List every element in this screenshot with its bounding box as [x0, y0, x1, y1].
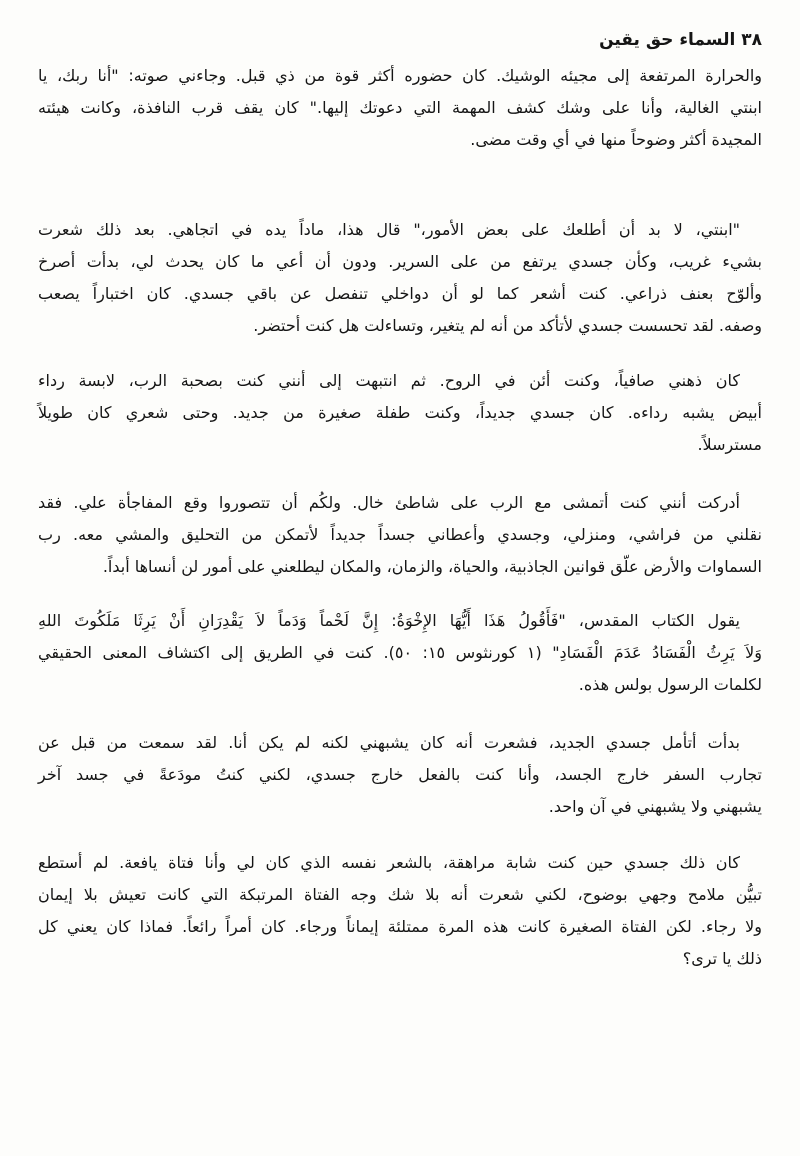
text-line: تبيُّن ملامح وجهي بوضوح، لكني شعرت أنه بلا شك وجه الفتاة المرتبكة التي كانت تعيش بلا إيمان [38, 885, 762, 904]
text-line: المجيدة أكثر وضوحاً منها في أي وقت مضى. [470, 130, 762, 149]
text-line: وألوّح بعنف ذراعي. كنت أشعر كما لو أن دواخلي تنفصل عن باقي جسدي. كان اختباراً يصعب [38, 284, 762, 303]
text-line: يقول الكتاب المقدس، "فَأَقُولُ هَذَا أَيُّهَا الإِخْوَةُ: إِنَّ لَحْماً وَدَماً لاَ يَقْدِرَانِ أَنْ يَرِثَا مَلَكُوتَ اللهِ [38, 611, 740, 630]
text-line: وَلاَ يَرِثُ الْفَسَادُ عَدَمَ الْفَسَادِ" (١ كورنثوس ١٥: ٥٠). كنت في الطريق إلى اكتشاف المعنى الحقيقي [38, 643, 763, 662]
running-header [599, 30, 762, 50]
paragraph [38, 60, 762, 156]
text-line: كان ذلك جسدي حين كنت شابة مراهقة، بالشعر نفسه الذي كان لي وأنا فتاة يافعة. لم أستطع [38, 853, 740, 872]
paragraph [38, 214, 762, 342]
paragraph [38, 847, 762, 975]
text-line: السماوات والأرض علّق قوانين الجاذبية، والحياة، والزمان، والمكان ليطلعني على أمور لن أنساها أبداً. [102, 557, 762, 576]
text-line: تجارب السفر خارج الجسد، وأنا كنت بالفعل خارج جسدي، لكني كنتُ مودَعةً في جسد آخر [38, 765, 762, 784]
running-title: السماء حق يقين [599, 30, 736, 50]
paragraph [38, 727, 762, 823]
text-line: لكلمات الرسول بولس هذه. [578, 675, 762, 694]
text-line: "ابنتي، لا بد أن أطلعك على بعض الأمور،" قال هذا، ماداً يده في اتجاهي. بعد ذلك شعرت [38, 220, 740, 239]
text-line: ابنتي الغالية، وأنا على وشك كشف المهمة التي دعوتك إليها." كان يقف قرب النافذة، وكانت هيئته [38, 98, 762, 117]
text-line: بدأت أتأمل جسدي الجديد، فشعرت أنه كان يشبهني لكنه لم يكن أنا. لقد سمعت من قبل عن [38, 733, 740, 752]
text-line: أبيض يشبه رداءه. كان جسدي جديداً، وكنت طفلة صغيرة من جديد. وحتى شعري كان طويلاً [38, 403, 762, 422]
text-line: ذلك يا ترى؟ [682, 949, 762, 968]
text-line: كان ذهني صافياً، وكنت أئن في الروح. ثم انتبهت إلى أنني كنت بصحبة الرب، لابسة رداء [38, 371, 740, 390]
text-line: ولا رجاء. لكن الفتاة الصغيرة كانت هذه المرة ممتلئة إيماناً ورجاء. كان أمراً رائعاً. فماذا كان يعني كل [38, 917, 762, 936]
page-number: ٣٨ [741, 30, 762, 50]
text-line: بشيء غريب، وكأن جسدي يرتفع من على السرير. ودون أن أعي ما كان يحدث لي، بدأت أصرخ [38, 252, 762, 271]
paragraph [38, 487, 762, 583]
text-line: نقلني من فراشي، ومنزلي، وجسدي وأعطاني جسداً جديداً لأتمكن من التحليق والمشي معه. رب [38, 525, 762, 544]
text-line: يشبهني ولا يشبهني في آن واحد. [548, 797, 762, 816]
text-line: والحرارة المرتفعة إلى مجيئه الوشيك. كان حضوره أكثر قوة من ذي قبل. وجاءني صوته: "أنا ربك، يا [38, 66, 762, 85]
text-line: أدركت أنني كنت أتمشى مع الرب على شاطئ خال. ولكُم أن تتصوروا وقع المفاجأة علي. فقد [38, 493, 740, 512]
text-line: وصفه. لقد تحسست جسدي لأتأكد من أنه لم يتغير، وتساءلت هل كنت أحتضر. [253, 316, 762, 335]
paragraph [38, 365, 762, 461]
text-line: مسترسلاً. [697, 435, 762, 454]
paragraph [38, 605, 762, 701]
